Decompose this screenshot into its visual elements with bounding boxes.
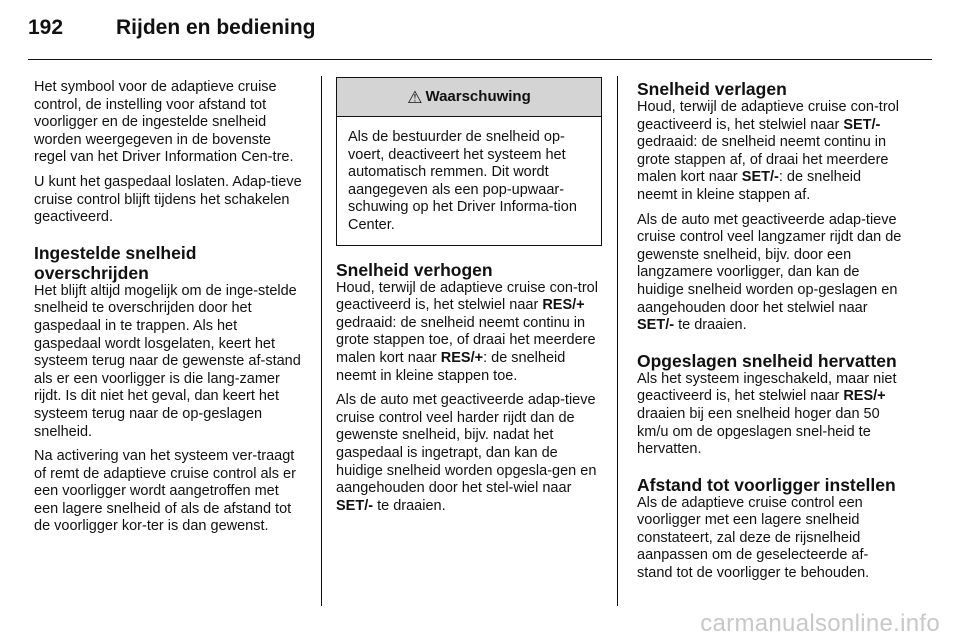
warning-triangle-icon: ⚠: [407, 87, 423, 107]
column-divider: [321, 76, 322, 606]
page-title: Rijden en bediening: [116, 16, 316, 39]
warning-title: Waarschuwing: [425, 88, 531, 106]
column-divider: [617, 76, 618, 606]
paragraph: Het symbool voor de adaptieve cruise control, de instelling voor afstand tot voorligger en de ingestelde snelheid worden weergegeven in de bovenste regel van het Driver Information Cen-tre.: [34, 79, 294, 166]
section-heading: Snelheid verhogen: [336, 259, 493, 280]
warning-text: Als de bestuurder de snelheid op-voert, deactiveert het systeem het automatisch remmen. Dit wordt aangegeven als een pop-upwaar-schuwing op het Driver Informa-tion Center.: [348, 129, 577, 233]
section-heading: Ingestelde snelheid overschrijden: [34, 242, 197, 283]
column-left: [34, 79, 304, 543]
paragraph: Als de auto met geactiveerde adap-tieve cruise control veel harder rijdt dan de gewenste snelheid, bijv. nadat het gaspedaal is ingetrapt, dan kan de huidige snelheid worden opgesla-gen en aangehouden door het stel-wiel naar SET/- te draaien.: [336, 392, 597, 514]
section-heading: Afstand tot voorligger instellen: [637, 474, 896, 495]
header-rule: [28, 59, 932, 60]
paragraph: Houd, terwijl de adaptieve cruise con-trol geactiveerd is, het stelwiel naar SET/- gedraaid: de snelheid neemt continu in grote stappen af, of draai het meerdere malen kort naar SET/-: de snelheid neemt in kleine stappen af.: [637, 99, 899, 203]
paragraph: Na activering van het systeem ver-traagt of remt de adaptieve cruise control als er een voorligger wordt aangetroffen met een lagere snelheid of als de afstand tot de voorligger kor-ter is dan gewenst.: [34, 448, 296, 535]
page-number: 192: [28, 16, 64, 39]
section-heading: Snelheid verlagen: [637, 79, 787, 99]
section-heading: Opgeslagen snelheid hervatten: [637, 350, 897, 371]
column-middle: [336, 77, 602, 522]
warning-box: [336, 77, 602, 246]
warning-body: [337, 117, 601, 245]
paragraph: Als de adaptieve cruise control een voorligger met een lagere snelheid constateert, zal deze de rijsnelheid aanpassen om de geselecteerde af-stand tot de voorligger te behouden.: [637, 494, 870, 582]
watermark: carmanualsonline.info: [700, 610, 940, 637]
paragraph: U kunt het gaspedaal loslaten. Adap-tieve cruise control blijft tijdens het schakelen geactiveerd.: [34, 173, 302, 226]
warning-header: [337, 78, 601, 117]
paragraph: Als de auto met geactiveerde adap-tieve cruise control veel langzamer rijdt dan de gewenste snelheid, bijv. door een langzamere voorligger, dan kan de huidige snelheid worden op-geslagen en aangehouden door het stelwiel naar SET/- te draaien.: [637, 211, 902, 334]
paragraph: Houd, terwijl de adaptieve cruise con-trol geactiveerd is, het stelwiel naar RES/+ gedraaid: de snelheid neemt continu in grote stappen toe, of draai het meerdere malen kort naar RES/+: de snelheid neemt in kleine stappen toe.: [336, 279, 598, 384]
paragraph: Het blijft altijd mogelijk om de inge-stelde snelheid te overschrijden door het gaspedaal in te trappen. Als het gaspedaal wordt losgelaten, keert het systeem terug naar de gewenste af-stand als er een voorligger is die lang-zamer rijdt. Is dit niet het geval, dan keert het systeem terug naar de op-geslagen snelheid.: [34, 282, 301, 440]
column-right: [637, 79, 903, 590]
paragraph: Als het systeem ingeschakeld, maar niet geactiveerd is, het stelwiel naar RES/+ draaien bij een snelheid hoger dan 50 km/u om de opgeslagen snel-heid te hervatten.: [637, 370, 897, 458]
